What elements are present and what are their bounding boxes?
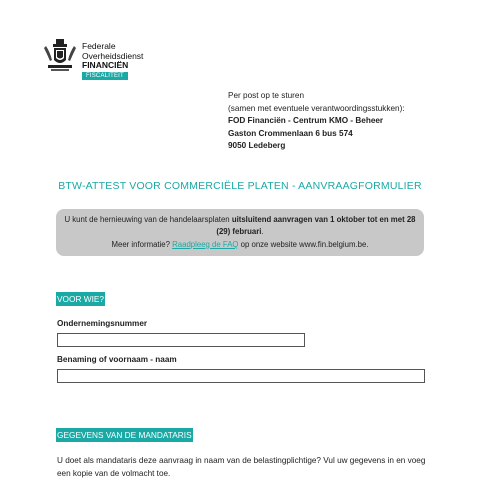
section-heading-mandataris: GEGEVENS VAN DE MANDATARIS: [57, 430, 192, 440]
address-line-1: Per post op te sturen: [228, 91, 305, 100]
org-line-3: FINANCIËN: [82, 60, 129, 70]
mandataris-paragraph: U doet als mandataris deze aanvraag in naam van de belastingplichtige? Vul uw gegevens in en voeg een kopie van de volmacht toe.: [57, 456, 426, 478]
fod-logo: [44, 38, 184, 82]
notice-line-2: [62, 239, 418, 251]
enterprise-number-input[interactable]: [57, 333, 305, 347]
address-line-5: 9050 Ledeberg: [228, 141, 286, 150]
name-label: Benaming of voornaam - naam: [57, 355, 177, 364]
organisation-name: [82, 42, 143, 71]
name-input[interactable]: [57, 369, 425, 383]
notice-text: U kunt de hernieuwing van de handelaarsplaten: [64, 215, 232, 224]
fiscaliteit-badge: FISCALITEIT: [82, 72, 128, 80]
address-line-2: (samen met eventuele verantwoordingsstukken):: [228, 103, 405, 113]
notice-text-end: .: [261, 227, 264, 237]
notice-line-1: [62, 214, 418, 239]
belgian-crest-icon: [44, 38, 76, 72]
form-title: BTW-ATTEST VOOR COMMERCIËLE PLATEN - AANVRAAGFORMULIER: [58, 180, 422, 192]
renewal-notice: [56, 209, 424, 256]
address-line-4: Gaston Crommenlaan 6 bus 574: [228, 128, 353, 138]
org-line-2: Overheidsdienst: [82, 50, 144, 61]
org-line-1: Federale: [82, 41, 116, 51]
notice-bold-text: uitsluitend aanvragen van 1 oktober tot en met 28 (29) februari: [216, 215, 416, 237]
notice-info-text: Meer informatie?: [111, 239, 173, 249]
enterprise-number-label: Ondernemingsnummer: [57, 319, 148, 328]
faq-link[interactable]: Raadpleeg de FAQ: [172, 239, 239, 249]
notice-website-text: op onze website www.fin.belgium.be.: [238, 239, 369, 249]
mailing-address: [228, 90, 405, 153]
address-line-3: FOD Financiën - Centrum KMO - Beheer: [228, 116, 384, 125]
section-heading-voor-wie: VOOR WIE?: [57, 294, 105, 304]
